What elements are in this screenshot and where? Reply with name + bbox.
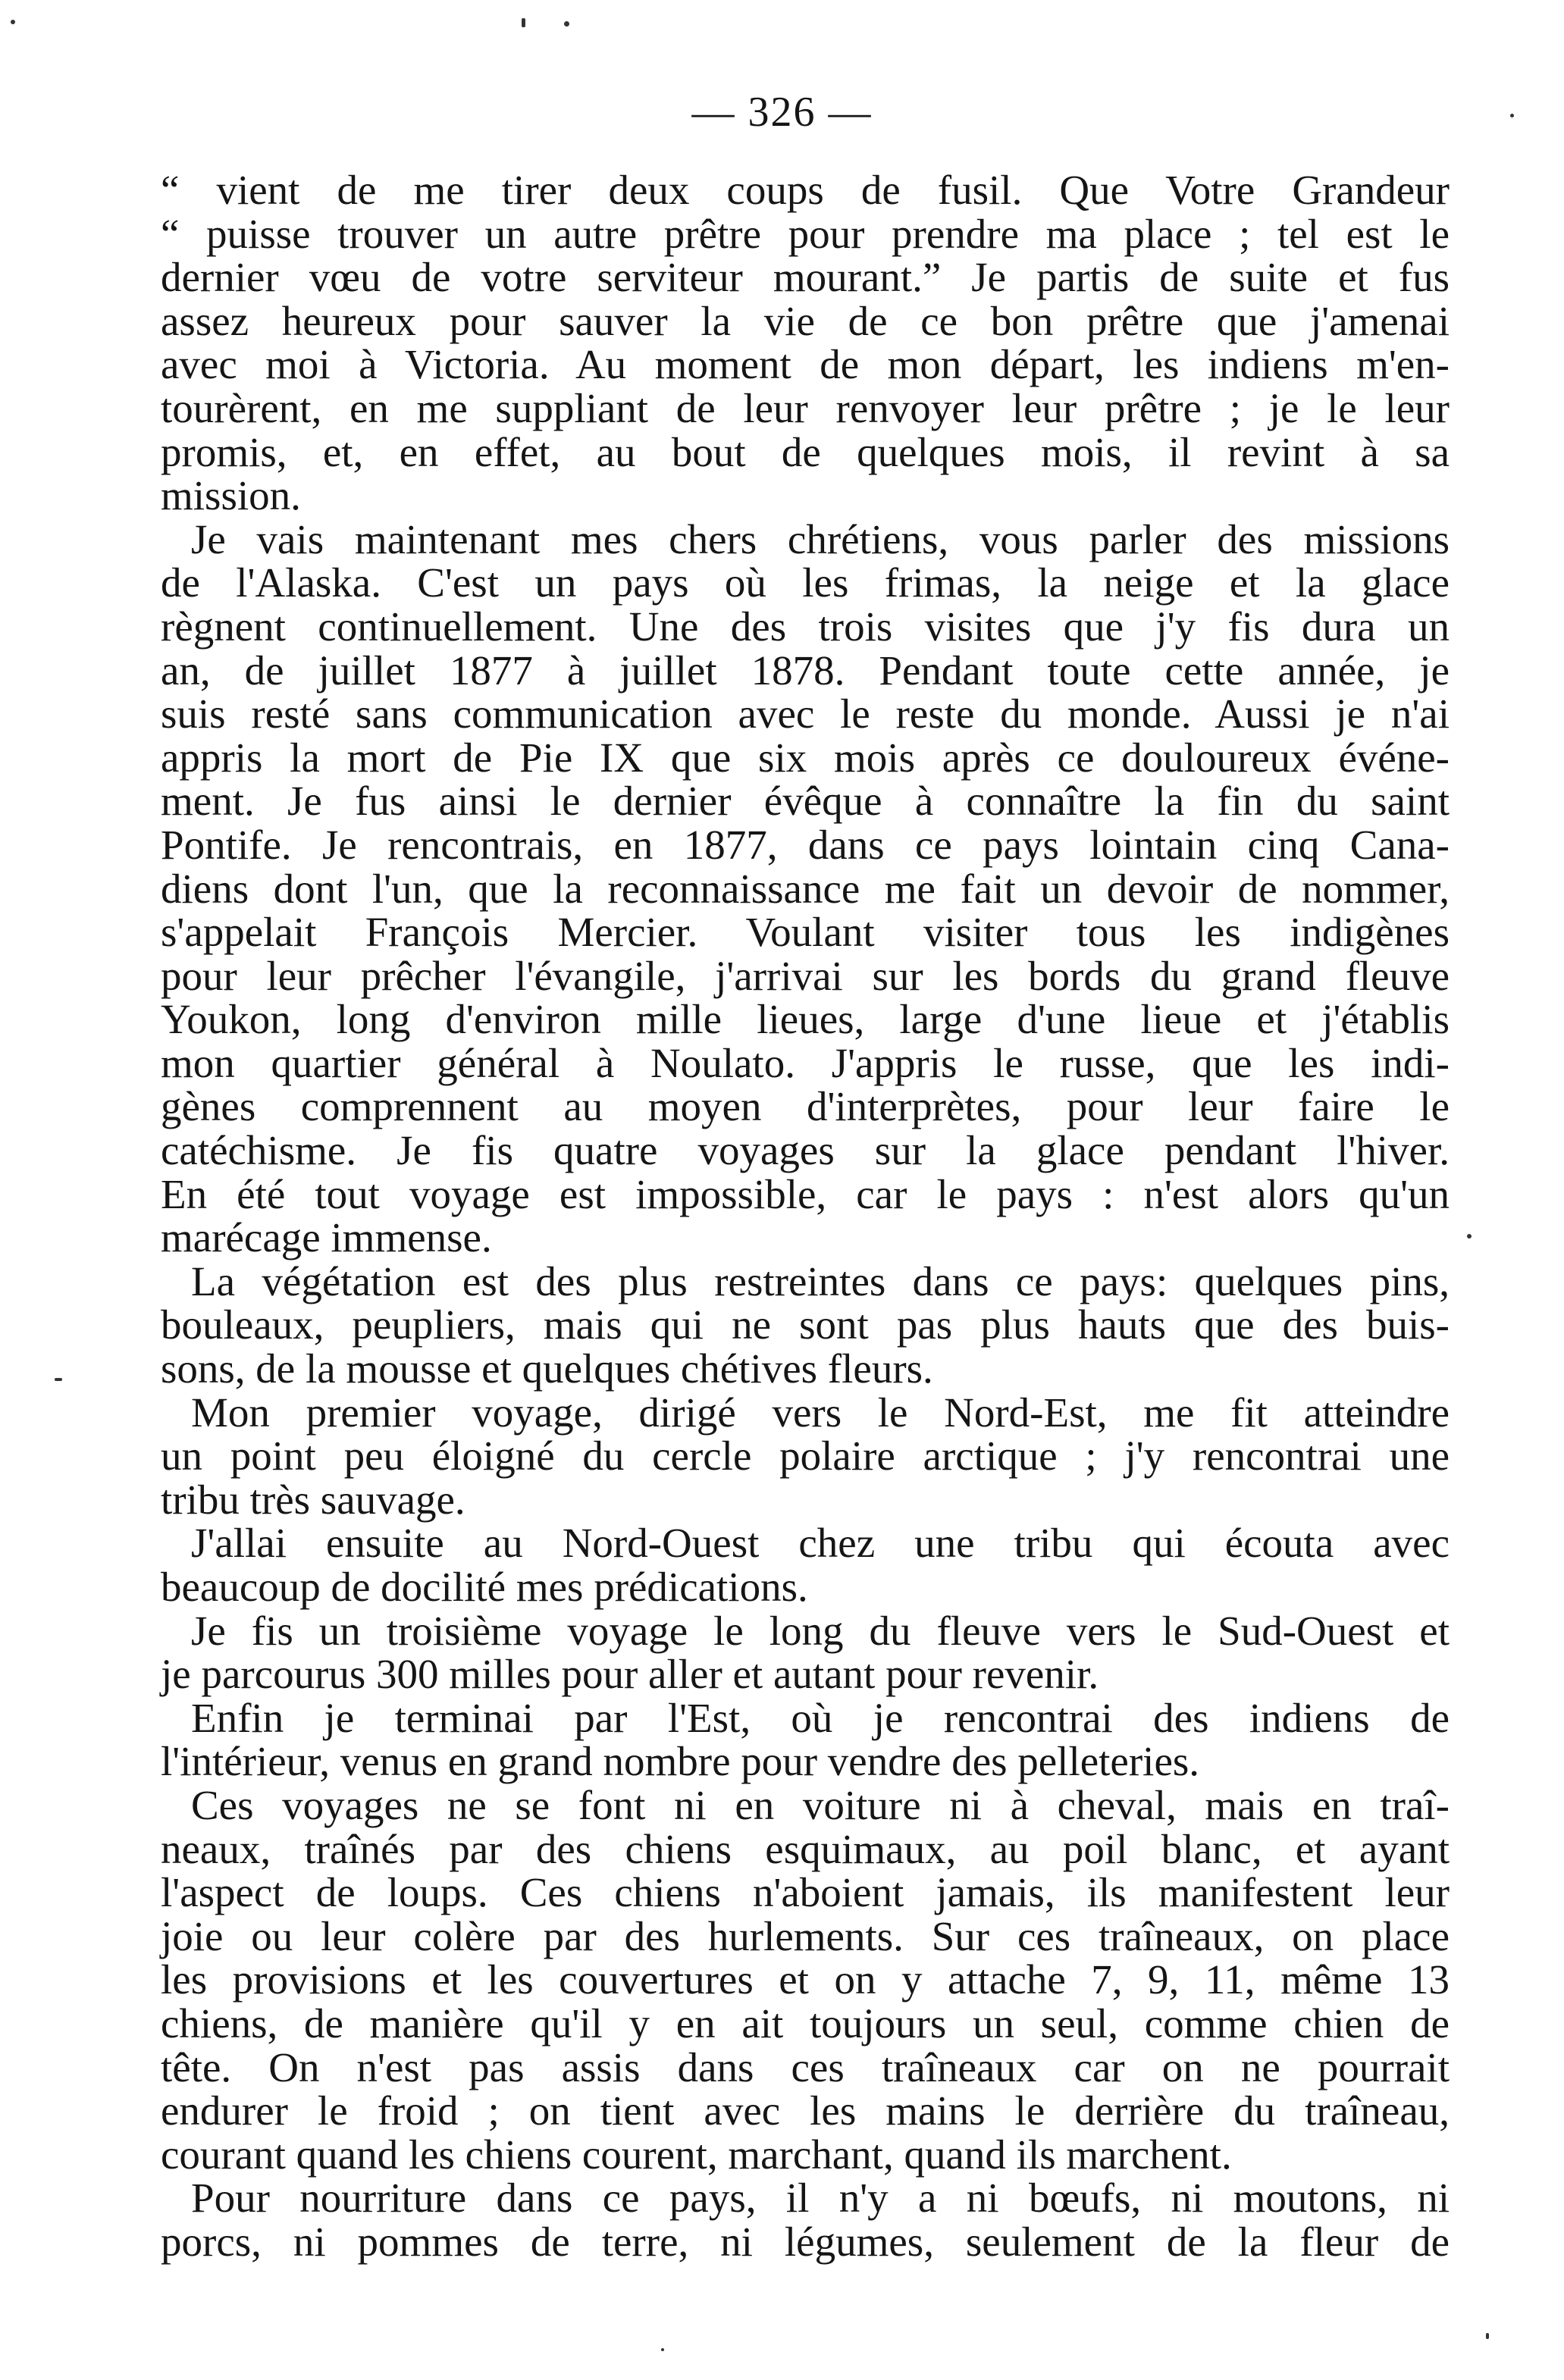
print-speck (1510, 114, 1514, 117)
text-line: l'intérieur, venus en grand nombre pour vendre des pelleteries. (161, 1738, 1200, 1785)
page-number: — 326 — (691, 89, 873, 136)
text-line: Youkon, long d'environ mille lieues, large d'une lieue et j'établis (161, 996, 1450, 1043)
text-line: ment. Je fus ainsi le dernier évêque à connaître la fin du saint (161, 778, 1450, 825)
text-line: neaux, traînés par des chiens esquimaux, au poil blanc, et ayant (161, 1825, 1450, 1872)
text-line: “ puisse trouver un autre prêtre pour prendre ma place ; tel est le (161, 210, 1450, 257)
text-line: sons, de la mousse et quelques chétives fleurs. (161, 1345, 933, 1392)
text-line: En été tout voyage est impossible, car le pays : n'est alors qu'un (161, 1170, 1450, 1217)
text-line: règnent continuellement. Une des trois visites que j'y fis dura un (161, 603, 1450, 650)
text-line: chiens, de manière qu'il y en ait toujours un seul, comme chien de (161, 2000, 1450, 2046)
text-line: assez heureux pour sauver la vie de ce bon prêtre que j'amenai (161, 297, 1450, 344)
text-line: pour leur prêcher l'évangile, j'arrivai sur les bords du grand fleuve (161, 952, 1450, 999)
text-line: endurer le froid ; on tient avec les mains le derrière du traîneau, (161, 2087, 1450, 2134)
text-line: an, de juillet 1877 à juillet 1878. Pendant toute cette année, je (161, 647, 1450, 694)
text-line: joie ou leur colère par des hurlements. Sur ces traîneaux, on place (161, 1912, 1450, 1959)
print-speck (11, 20, 15, 24)
text-line: dernier vœu de votre serviteur mourant.” Je partis de suite et fus (161, 254, 1450, 301)
text-line: appris la mort de Pie IX que six mois après ce douloureux événe- (161, 734, 1450, 781)
text-line: avec moi à Victoria. Au moment de mon départ, les indiens m'en- (161, 341, 1450, 388)
text-line: tribu très sauvage. (161, 1476, 465, 1523)
text-line: gènes comprennent au moyen d'interprètes, pour leur faire le (161, 1083, 1450, 1130)
text-line: Pontife. Je rencontrais, en 1877, dans ce pays lointain cinq Cana- (161, 821, 1450, 868)
text-line: J'allai ensuite au Nord-Ouest chez une tribu qui écouta avec (191, 1520, 1450, 1567)
body-text (161, 168, 1450, 2264)
text-line: La végétation est des plus restreintes dans ce pays: quelques pins, (191, 1257, 1450, 1304)
print-speck (55, 1378, 62, 1381)
text-line: suis resté sans communication avec le reste du monde. Aussi je n'ai (161, 691, 1450, 737)
text-line: tourèrent, en me suppliant de leur renvoyer leur prêtre ; je le leur (161, 384, 1450, 431)
print-speck (661, 2348, 664, 2351)
text-line: l'aspect de loups. Ces chiens n'aboient jamais, ils manifestent leur (161, 1869, 1450, 1916)
text-line: catéchisme. Je fis quatre voyages sur la glace pendant l'hiver. (161, 1127, 1450, 1174)
print-speck (564, 21, 569, 27)
text-line: mon quartier général à Noulato. J'appris le russe, que les indi- (161, 1039, 1450, 1086)
text-line: s'appelait François Mercier. Voulant visiter tous les indigènes (161, 909, 1450, 956)
text-line: marécage immense. (161, 1214, 492, 1261)
text-line: diens dont l'un, que la reconnaissance me fait un devoir de nommer, (161, 865, 1450, 912)
text-line: je parcourus 300 milles pour aller et autant pour revenir. (161, 1651, 1099, 1698)
text-line: Mon premier voyage, dirigé vers le Nord-Est, me fit atteindre (191, 1389, 1450, 1436)
text-line: Pour nourriture dans ce pays, il n'y a ni bœufs, ni moutons, ni (191, 2175, 1450, 2222)
text-line: Je vais maintenant mes chers chrétiens, vous parler des missions (191, 515, 1450, 562)
print-speck (522, 18, 525, 27)
text-line: mission. (161, 472, 301, 519)
text-line: tête. On n'est pas assis dans ces traîneaux car on ne pourrait (161, 2043, 1450, 2090)
text-line: beaucoup de docilité mes prédications. (161, 1564, 808, 1610)
text-line: bouleaux, peupliers, mais qui ne sont pas plus hauts que des buis- (161, 1301, 1450, 1348)
print-speck (1467, 1234, 1472, 1239)
text-line: Je fis un troisième voyage le long du fleuve vers le Sud-Ouest et (191, 1607, 1450, 1654)
text-line: Ces voyages ne se font ni en voiture ni à cheval, mais en traî- (191, 1781, 1450, 1828)
text-line: Enfin je terminai par l'Est, où je rencontrai des indiens de (191, 1694, 1450, 1741)
print-speck (1486, 2333, 1489, 2339)
text-line: promis, et, en effet, au bout de quelques mois, il revint à sa (161, 428, 1450, 475)
text-line: porcs, ni pommes de terre, ni légumes, seulement de la fleur de (161, 2218, 1450, 2265)
text-line: “ vient de me tirer deux coups de fusil. Que Votre Grandeur (161, 167, 1450, 213)
text-line: courant quand les chiens courent, marchant, quand ils marchent. (161, 2131, 1232, 2178)
text-line: un point peu éloigné du cercle polaire arctique ; j'y rencontrai une (161, 1433, 1450, 1480)
text-line: de l'Alaska. C'est un pays où les frimas, la neige et la glace (161, 559, 1450, 606)
text-line: les provisions et les couvertures et on y attache 7, 9, 11, même 13 (161, 1956, 1450, 2003)
